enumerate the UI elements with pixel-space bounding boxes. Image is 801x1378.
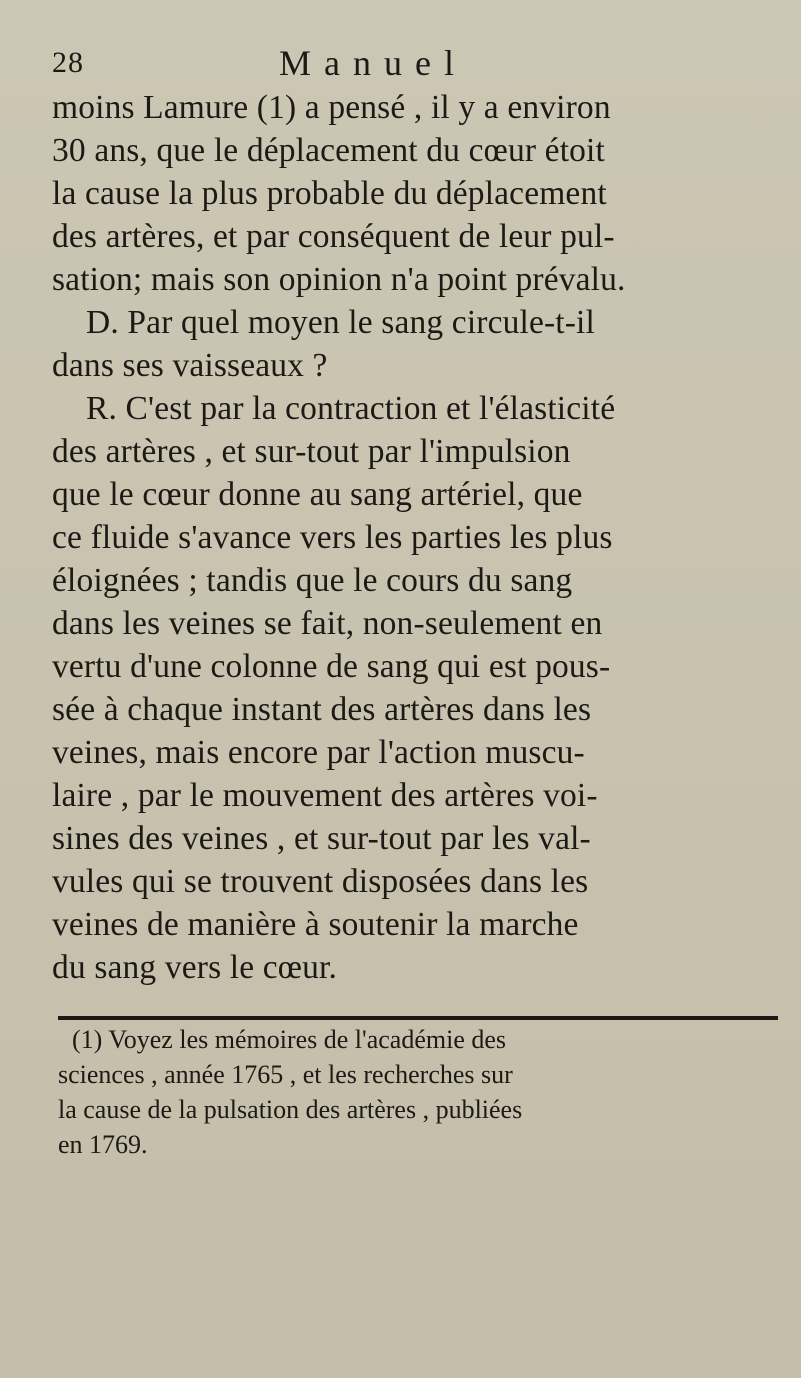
text-line: que le cœur donne au sang artériel, que — [52, 476, 583, 513]
main-text — [52, 86, 772, 989]
text-line: vertu d'une colonne de sang qui est pous- — [52, 648, 611, 685]
footnote-line: (1) Voyez les mémoires de l'académie des — [72, 1025, 507, 1054]
text-line: dans ses vaisseaux ? — [52, 347, 328, 384]
running-head — [52, 42, 772, 86]
text-line: vules qui se trouvent disposées dans les — [52, 863, 589, 900]
text-line: sines des veines , et sur-tout par les val- — [52, 820, 591, 857]
text-line: veines de manière à soutenir la marche — [52, 906, 579, 943]
footnote-line: la cause de la pulsation des artères , publiées — [58, 1095, 523, 1124]
text-line: moins Lamure (1) a pensé , il y a environ — [52, 89, 611, 126]
question-line: D. Par quel moyen le sang circule-t-il — [86, 304, 595, 341]
text-line: dans les veines se fait, non-seulement en — [52, 605, 603, 642]
page-number: 28 — [52, 46, 84, 79]
footnote-line: en 1769. — [58, 1130, 148, 1159]
text-line: des artères, et par conséquent de leur pul- — [52, 218, 615, 255]
text-line: sée à chaque instant des artères dans les — [52, 691, 592, 728]
text-line: ce fluide s'avance vers les parties les plus — [52, 519, 613, 556]
text-line: sation; mais son opinion n'a point prévalu. — [52, 261, 626, 298]
text-line: 30 ans, que le déplacement du cœur étoit — [52, 132, 605, 169]
text-line: la cause la plus probable du déplacement — [52, 175, 607, 212]
text-line: veines, mais encore par l'action muscu- — [52, 734, 585, 771]
running-title: Manuel — [279, 43, 467, 83]
footnote-divider — [58, 1016, 778, 1020]
footnote — [58, 1022, 778, 1162]
answer-line: R. C'est par la contraction et l'élasticité — [86, 390, 616, 427]
text-line: des artères , et sur-tout par l'impulsion — [52, 433, 571, 470]
footnote-line: sciences , année 1765 , et les recherches sur — [58, 1060, 513, 1089]
text-line: laire , par le mouvement des artères voi- — [52, 777, 598, 814]
text-line: du sang vers le cœur. — [52, 949, 338, 986]
text-line: éloignées ; tandis que le cours du sang — [52, 562, 573, 599]
